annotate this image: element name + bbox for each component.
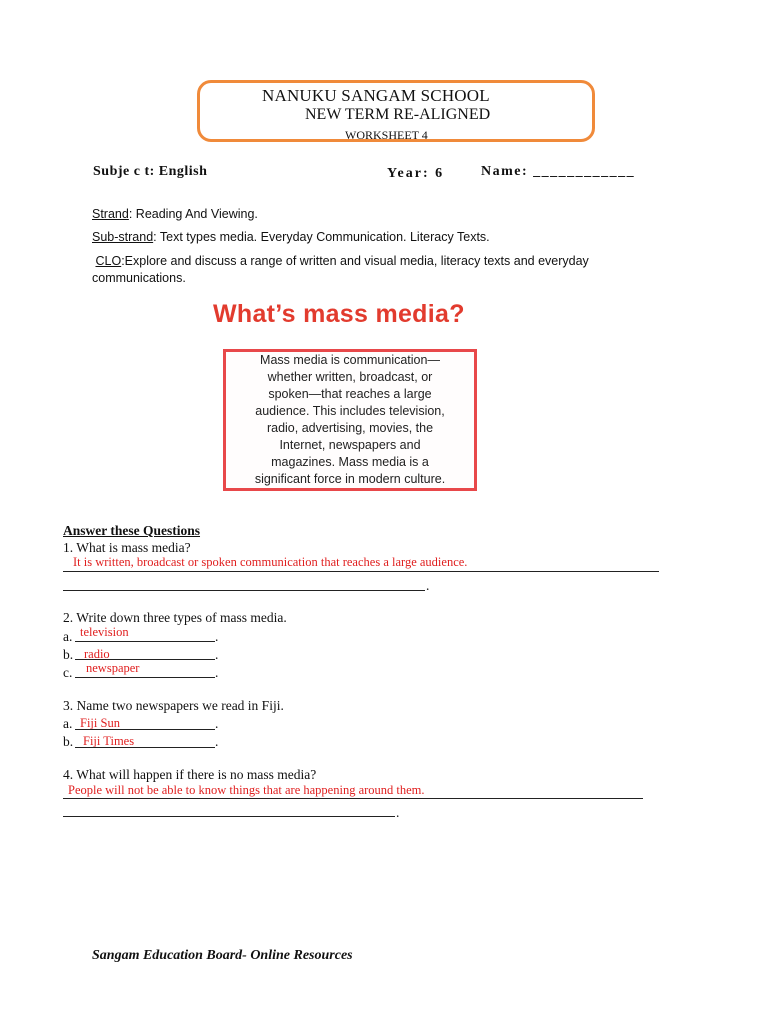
substrand-line [92, 230, 490, 244]
question-2: 2. Write down three types of mass media. [63, 610, 287, 625]
answer-line [63, 798, 643, 799]
answer-2b[interactable]: radio [84, 647, 110, 661]
strand-text: : Reading And Viewing. [128, 207, 258, 221]
name-field[interactable]: Name: ____________ [481, 164, 636, 179]
answer-line [63, 590, 425, 591]
option-letter: b. [63, 734, 74, 749]
answer-period: . [396, 805, 400, 820]
answer-period: . [426, 578, 430, 593]
year-label: Year: 6 [387, 166, 445, 181]
clo-text: :Explore and discuss a range of written and visual media, literacy texts and everyday communications. [92, 254, 589, 285]
definition-line: spoken—that reaches a large [268, 387, 432, 401]
answer-period: . [215, 665, 219, 680]
answer-line [75, 659, 215, 660]
answer-period: . [215, 647, 219, 662]
answer-1[interactable]: It is written, broadcast or spoken communication that reaches a large audience. [73, 555, 468, 569]
answer-line [63, 571, 659, 572]
answer-3b[interactable]: Fiji Times [83, 734, 135, 748]
answer-line [75, 747, 215, 748]
option-letter: c. [63, 665, 73, 680]
answer-line [75, 641, 215, 642]
option-letter: b. [63, 647, 74, 662]
answer-3a[interactable]: Fiji Sun [80, 716, 120, 730]
definition-line: significant force in modern culture. [254, 472, 446, 486]
school-name: NANUKU SANGAM SCHOOL [262, 86, 490, 105]
strand-line [92, 207, 258, 221]
definition-line: magazines. Mass media is a [271, 455, 429, 469]
answer-period: . [215, 734, 219, 749]
subject-label: Subje c t: English [93, 164, 208, 179]
answer-period: . [215, 716, 219, 731]
mass-media-title: What’s mass media? [213, 300, 465, 328]
substrand-label: Sub-strand [92, 230, 154, 244]
definition-line: Mass media is communication— [260, 353, 440, 367]
substrand-text: : Text types media. Everyday Communication. Literacy Texts. [153, 230, 490, 244]
answer-2a[interactable]: television [80, 625, 129, 639]
definition-line: radio, advertising, movies, the [266, 421, 434, 435]
answer-period: . [215, 629, 219, 644]
worksheet-label: WORKSHEET 4 [345, 128, 428, 142]
definition-line: whether written, broadcast, or [267, 370, 433, 384]
clo-label: CLO [95, 254, 122, 268]
answer-line [75, 677, 215, 678]
option-letter: a. [63, 629, 73, 644]
option-letter: a. [63, 716, 73, 731]
question-3: 3. Name two newspapers we read in Fiji. [63, 698, 284, 713]
definition-line: Internet, newspapers and [279, 438, 421, 452]
answer-4[interactable]: People will not be able to know things that are happening around them. [68, 783, 425, 797]
questions-heading: Answer these Questions [63, 523, 201, 538]
strand-label: Strand [92, 207, 129, 221]
footer-text: Sangam Education Board- Online Resources [92, 948, 353, 963]
clo-line [92, 253, 672, 287]
mass-media-definition [228, 352, 472, 488]
question-4: 4. What will happen if there is no mass media? [63, 767, 317, 782]
answer-2c[interactable]: newspaper [86, 661, 140, 675]
term-title: NEW TERM RE-ALIGNED [305, 106, 491, 123]
question-1: 1. What is mass media? [63, 540, 191, 555]
answer-line [63, 816, 395, 817]
definition-line: audience. This includes television, [255, 404, 445, 418]
answer-line [75, 729, 215, 730]
